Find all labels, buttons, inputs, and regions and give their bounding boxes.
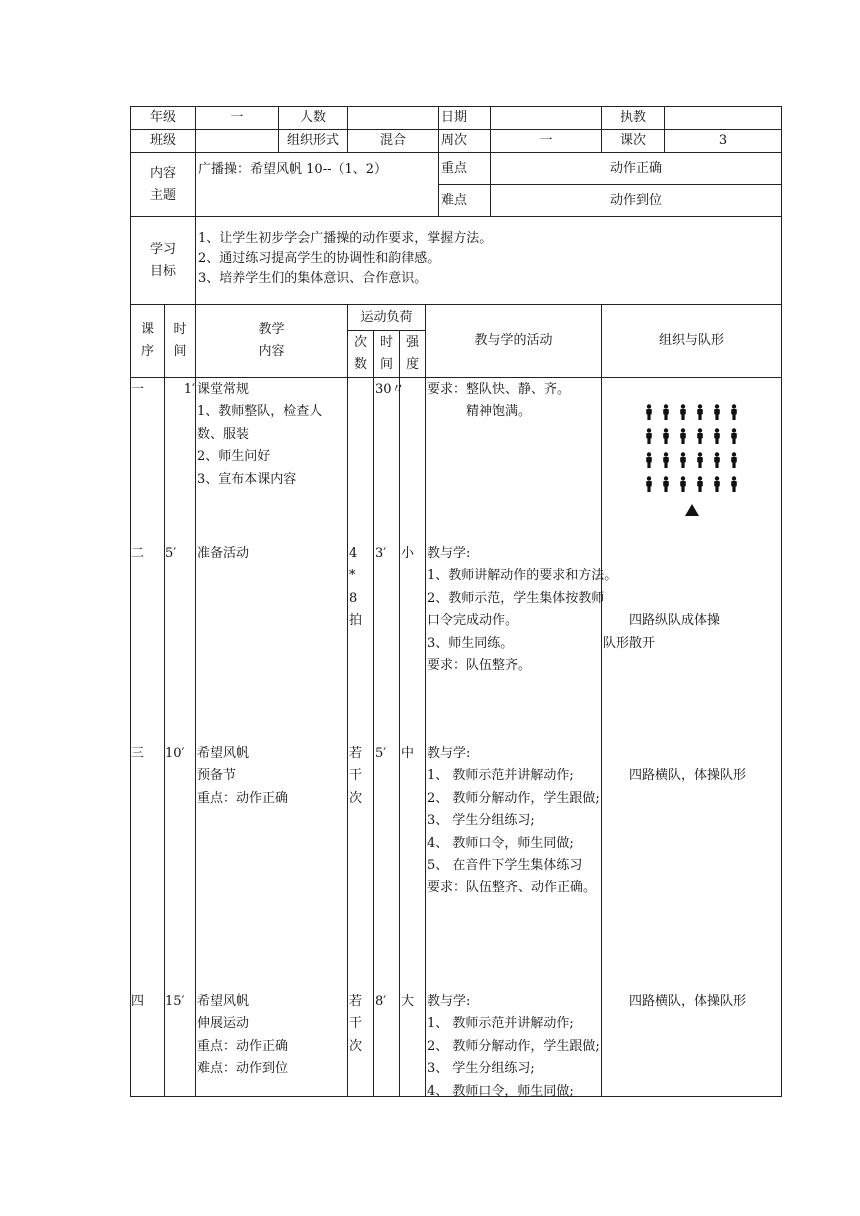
section-content-line: 伸展运动: [197, 1016, 250, 1032]
section-activity-line: 口令完成动作。: [427, 613, 519, 629]
section-count-line: 次: [349, 1038, 363, 1054]
grade-label: 年级: [131, 107, 196, 130]
objective-item: 3、培养学生们的集体意识、合作意识。: [198, 271, 428, 286]
difficulty-label: 难点: [439, 185, 491, 217]
section-activity-line: 2、教师示范，学生集体按教师: [427, 590, 605, 606]
section-duration: 30〃: [375, 382, 405, 397]
col-activity: 教与学的活动: [426, 305, 602, 378]
section-activity-line: 4、 教师口令，师生同做;: [427, 835, 574, 851]
section-activity-line: 1、教师讲解动作的要求和方法。: [427, 568, 618, 584]
col-intensity: 强 度: [400, 331, 426, 378]
section-time: 10′: [165, 746, 185, 761]
lesson-plan-table: [130, 106, 782, 1097]
lesson-label: 课次: [602, 130, 665, 153]
section-count-line: 拍: [349, 613, 363, 629]
org-value: 混合: [348, 130, 439, 153]
section-activity-line: 1、 教师示范并讲解动作;: [427, 768, 574, 784]
content-value: 广播操：希望风帆 10--（1、2）: [196, 153, 439, 217]
student-icon: [643, 452, 655, 468]
section-activity-line: 5、 在音件下学生集体练习: [427, 858, 583, 873]
objectives-label: 学习 目标: [131, 217, 196, 305]
content-column: [196, 378, 348, 1097]
section-content-line: 1、教师整队，检查人: [197, 404, 323, 420]
section-activity-line: 3、 学生分组练习;: [427, 813, 535, 829]
section-seq: 一: [131, 382, 145, 397]
student-icon: [643, 404, 655, 420]
student-icon: [728, 404, 740, 420]
col-load: 运动负荷: [348, 305, 426, 331]
section-formation-line: 四路纵队成体操: [603, 613, 721, 629]
section-content-line: 重点：动作正确: [197, 790, 289, 806]
objective-item: 1、让学生初步学会广播操的动作要求，掌握方法。: [198, 231, 493, 246]
duration-column: [374, 378, 405, 1097]
student-icon: [660, 452, 672, 468]
section-activity-line: 要求：队伍整齐。: [427, 658, 532, 673]
section-duration: 8′: [375, 994, 387, 1009]
student-icon: [728, 476, 740, 492]
content-label: 内容 主题: [131, 153, 196, 217]
section-formation-line: 四路横队，体操队形: [603, 994, 747, 1009]
week-label: 周次: [439, 130, 491, 153]
section-count-line: *: [349, 568, 356, 584]
org-label: 组织形式: [279, 130, 348, 153]
date-label: 日期: [439, 107, 491, 130]
student-icon: [677, 452, 689, 468]
section-seq: 二: [131, 546, 145, 561]
section-formation-line: 队形散开: [603, 635, 656, 651]
section-content-line: 希望风帆: [197, 994, 250, 1009]
objective-item: 2、通过练习提高学生的协调性和韵律感。: [198, 251, 441, 266]
section-intensity: 小: [401, 546, 415, 561]
section-count-line: 若: [349, 994, 363, 1009]
student-icon: [711, 428, 723, 444]
student-icon: [643, 476, 655, 492]
count-value: [348, 107, 439, 130]
student-icon: [660, 476, 672, 492]
student-icon: [660, 428, 672, 444]
class-value: [196, 130, 279, 153]
student-icon: [694, 404, 706, 420]
section-activity-line: 要求：整队快、静、齐。: [427, 382, 571, 397]
section-intensity: 中: [401, 746, 415, 761]
student-icon: [677, 476, 689, 492]
section-content-line: 准备活动: [197, 546, 250, 561]
teacher-value: [665, 107, 782, 130]
count-label: 人数: [279, 107, 348, 130]
col-time: 时 间: [165, 305, 196, 378]
seq-column: [131, 378, 165, 1097]
col-duration: 时 间: [374, 331, 400, 378]
time-column: [165, 378, 196, 1097]
student-row: [643, 448, 740, 472]
col-seq: 课 序: [131, 305, 165, 378]
section-content-line: 2、师生问好: [197, 449, 271, 465]
section-activity-line: 教与学:: [427, 994, 471, 1009]
student-icon: [711, 452, 723, 468]
section-content-line: 希望风帆: [197, 746, 250, 761]
section-activity-line: 1、 教师示范并讲解动作;: [427, 1016, 574, 1032]
activity-column: [426, 378, 618, 1099]
section-activity-line: 2、 教师分解动作，学生跟做;: [427, 790, 600, 806]
section-seq: 三: [131, 746, 145, 761]
objectives-list: [196, 217, 782, 305]
section-activity-line: 要求：队伍整齐、动作正确。: [427, 880, 597, 896]
section-content-line: 3、宣布本课内容: [197, 471, 297, 487]
student-icon: [677, 404, 689, 420]
student-icon: [728, 452, 740, 468]
section-intensity: 大: [401, 994, 415, 1009]
teacher-label: 执教: [602, 107, 665, 130]
col-content: 教学 内容: [196, 305, 348, 378]
section-count-line: 次: [349, 790, 363, 806]
formation-diagram: [603, 400, 780, 516]
student-icon: [660, 404, 672, 420]
key-point-value: 动作正确: [491, 153, 782, 185]
student-row: [643, 424, 740, 448]
student-icon: [728, 428, 740, 444]
section-count-line: 4: [349, 546, 358, 561]
section-time: 1′: [183, 382, 196, 397]
grade-value: 一: [196, 107, 279, 130]
section-activity-line: 精神饱满。: [427, 404, 532, 420]
section-count-line: 8: [349, 590, 358, 606]
section-activity-line: 2、 教师分解动作，学生跟做;: [427, 1038, 600, 1054]
section-time: 5′: [165, 546, 177, 561]
col-formation: 组织与队形: [602, 305, 782, 378]
section-content-line: 数、服装: [197, 426, 250, 442]
teacher-triangle-icon: [685, 504, 699, 516]
intensity-column: [400, 378, 426, 1097]
week-value: 一: [491, 130, 602, 153]
section-formation-line: 四路横队，体操队形: [603, 768, 747, 784]
section-content-line: 难点：动作到位: [197, 1061, 289, 1077]
key-point-label: 重点: [439, 153, 491, 185]
difficulty-value: 动作到位: [491, 185, 782, 217]
section-content-line: 重点：动作正确: [197, 1038, 289, 1054]
section-duration: 3′: [375, 546, 387, 561]
col-count: 次 数: [348, 331, 374, 378]
section-count-line: 干: [349, 768, 363, 784]
student-icon: [694, 428, 706, 444]
class-label: 班级: [131, 130, 196, 153]
section-duration: 5′: [375, 746, 387, 761]
section-activity-line: 教与学:: [427, 546, 471, 561]
section-content-line: 预备节: [197, 768, 237, 784]
section-activity-line: 4、 教师口令，师生同做;: [427, 1083, 574, 1099]
formation-column: [602, 378, 782, 1097]
student-row: [643, 472, 740, 496]
count-column: [348, 378, 374, 1097]
section-activity-line: 教与学:: [427, 746, 471, 761]
date-value: [491, 107, 602, 130]
section-time: 15′: [165, 994, 185, 1009]
section-activity-line: 3、 学生分组练习;: [427, 1061, 535, 1077]
section-activity-line: 3、师生同练。: [427, 635, 514, 651]
student-row: [643, 400, 740, 424]
student-icon: [643, 428, 655, 444]
student-icon: [694, 476, 706, 492]
section-seq: 四: [131, 994, 145, 1009]
student-icon: [694, 452, 706, 468]
student-icon: [711, 404, 723, 420]
section-count-line: 若: [349, 746, 363, 761]
section-content-line: 课堂常规: [197, 382, 250, 397]
section-count-line: 干: [349, 1016, 363, 1032]
student-icon: [677, 428, 689, 444]
student-icon: [711, 476, 723, 492]
lesson-value: 3: [665, 130, 782, 153]
